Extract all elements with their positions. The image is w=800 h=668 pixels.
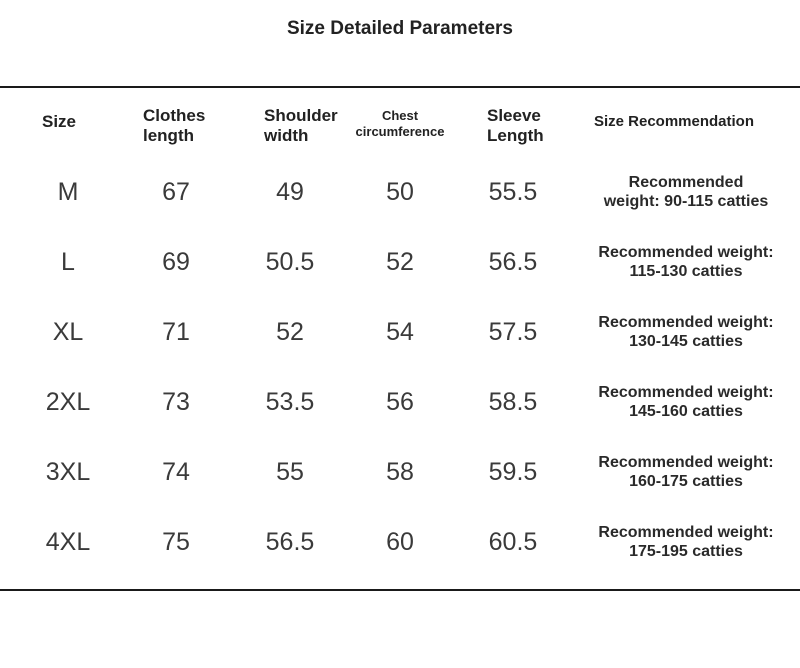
- header-chest-line2: circumference: [355, 124, 445, 139]
- cell-size: L: [61, 248, 75, 276]
- header-shoulder-width: [264, 106, 338, 146]
- cell-sleeve-length: 55.5: [488, 178, 538, 206]
- rec-line2: 175-195 catties: [629, 543, 743, 560]
- rec-line1: Recommended weight:: [598, 384, 774, 401]
- rec-line1: Recommended weight:: [598, 524, 774, 541]
- header-clothes-length-line2: length: [143, 126, 194, 145]
- cell-chest-circumference: 60: [386, 528, 414, 556]
- rec-line2: 115-130 catties: [629, 263, 743, 280]
- table-top-divider: [0, 86, 800, 88]
- table-row: [0, 297, 800, 367]
- cell-size: 3XL: [45, 458, 91, 486]
- cell-clothes-length: 69: [162, 248, 190, 276]
- table-row: [0, 367, 800, 437]
- cell-clothes-length: 73: [162, 388, 190, 416]
- header-clothes-length: [143, 106, 205, 146]
- table-row: [0, 437, 800, 507]
- cell-sleeve-length: 58.5: [488, 388, 538, 416]
- cell-shoulder-width: 56.5: [265, 528, 315, 556]
- cell-size: 2XL: [45, 388, 91, 416]
- page-title: Size Detailed Parameters: [286, 18, 513, 39]
- rec-line2: 130-145 catties: [629, 333, 743, 350]
- rec-line2: weight: 90-115 catties: [603, 193, 769, 210]
- rec-line2: 160-175 catties: [629, 473, 743, 490]
- table-bottom-divider: [0, 589, 800, 591]
- table-row: [0, 507, 800, 577]
- header-chest-line1: Chest: [381, 108, 419, 123]
- cell-shoulder-width: 55: [276, 458, 304, 486]
- cell-size-recommendation: [580, 157, 792, 227]
- cell-size-recommendation: [580, 367, 792, 437]
- cell-chest-circumference: 58: [386, 458, 414, 486]
- cell-chest-circumference: 50: [386, 178, 414, 206]
- rec-line1: Recommended: [628, 174, 744, 191]
- table-row: [0, 157, 800, 227]
- cell-chest-circumference: 52: [386, 248, 414, 276]
- table-row: [0, 227, 800, 297]
- header-shoulder-width-line1: Shoulder: [264, 106, 338, 125]
- cell-size-recommendation: [580, 437, 792, 507]
- header-sleeve-line2: Length: [487, 126, 544, 145]
- cell-size: XL: [52, 318, 84, 346]
- cell-sleeve-length: 60.5: [488, 528, 538, 556]
- table-body: [0, 157, 800, 577]
- header-size-recommendation: Size Recommendation: [593, 113, 755, 130]
- cell-clothes-length: 67: [162, 178, 190, 206]
- cell-size-recommendation: [580, 507, 792, 577]
- table-header: [0, 100, 800, 160]
- cell-shoulder-width: 49: [276, 178, 304, 206]
- header-sleeve-length: [487, 106, 544, 146]
- cell-chest-circumference: 56: [386, 388, 414, 416]
- cell-shoulder-width: 52: [276, 318, 304, 346]
- rec-line1: Recommended weight:: [598, 454, 774, 471]
- cell-size: 4XL: [45, 528, 91, 556]
- cell-sleeve-length: 59.5: [488, 458, 538, 486]
- cell-size: M: [57, 178, 79, 206]
- rec-line1: Recommended weight:: [598, 314, 774, 331]
- cell-chest-circumference: 54: [386, 318, 414, 346]
- cell-size-recommendation: [580, 227, 792, 297]
- header-chest-circumference: [352, 108, 448, 140]
- header-sleeve-line1: Sleeve: [487, 106, 541, 125]
- header-size: Size: [42, 112, 77, 131]
- header-shoulder-width-line2: width: [264, 126, 309, 145]
- rec-line2: 145-160 catties: [629, 403, 743, 420]
- cell-size-recommendation: [580, 297, 792, 367]
- cell-clothes-length: 75: [162, 528, 190, 556]
- cell-sleeve-length: 56.5: [488, 248, 538, 276]
- cell-shoulder-width: 50.5: [265, 248, 315, 276]
- cell-shoulder-width: 53.5: [265, 388, 315, 416]
- cell-clothes-length: 74: [162, 458, 190, 486]
- cell-sleeve-length: 57.5: [488, 318, 538, 346]
- header-clothes-length-line1: Clothes: [143, 106, 206, 125]
- cell-clothes-length: 71: [162, 318, 190, 346]
- rec-line1: Recommended weight:: [598, 244, 774, 261]
